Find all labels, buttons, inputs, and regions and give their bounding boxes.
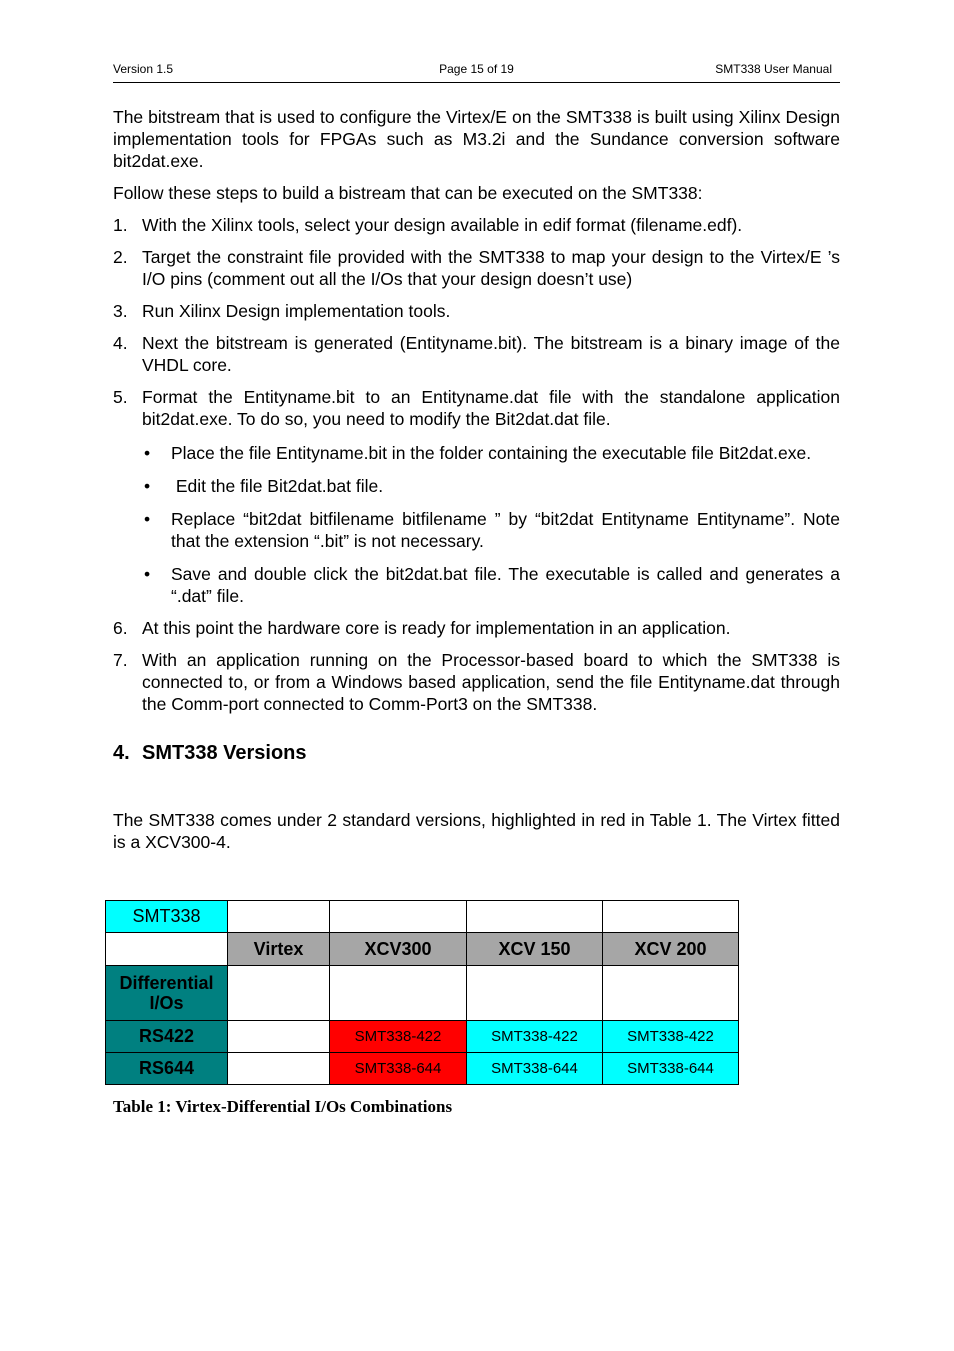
versions-paragraph: The SMT338 comes under 2 standard versions, highlighted in red in Table 1. The Virtex fitted is a XCV300-4. [113,810,840,852]
step-item: 6. At this point the hardware core is ready for implementation in an application. [113,618,731,638]
sub-bullet-list [142,442,840,607]
sub-bullet-item: • Edit the file Bit2dat.bat file. [144,476,384,496]
header-version: Version 1.5 [113,62,174,76]
step-item: 1. With the Xilinx tools, select your design available in edif format (filename.edf). [113,215,743,235]
sub-bullet-item: • Save and double click the bit2dat.bat file. The executable is called and generates a “.dat” file. [144,564,840,606]
row-label-cell: RS644 [106,1053,228,1085]
table-empty-cell [228,966,330,1021]
versions-table [105,900,739,1085]
table-empty-cell [106,933,228,966]
row-label-cell: RS422 [106,1021,228,1053]
table-empty-cell [228,1053,330,1085]
table-row [106,1053,739,1085]
table-empty-cell [603,901,739,933]
bullet-icon: • [144,564,151,584]
page-header [113,60,840,83]
intro-paragraph: The bitstream that is used to configure the Virtex/E on the SMT338 is built using Xilinx Design implementation tools for FPGAs such as M3.2i and the Sundance conversion software bit2dat.exe. [113,107,840,171]
bullet-icon: • [144,509,151,529]
version-cell: SMT338-422 [603,1021,739,1053]
header-page-number: Page 15 of 19 [439,62,514,76]
table-empty-cell [467,901,603,933]
version-cell: SMT338-644 [467,1053,603,1085]
header-title: SMT338 User Manual [715,62,832,76]
table-empty-cell [467,966,603,1021]
step-item: 5. Format the Entityname.bit to an Entityname.dat file with the standalone application bit2dat.exe. To do so, you need to modify the Bit2dat.dat file. • Place the file Entityname.bit in the folder containing the executable file Bit2dat.exe. • Edit the file Bit2dat.bat file. • Replace “bit2dat bitfilename bitfilename ” by “bit2dat Entityname Entityname”. Note that the extension “.bit” is not necessary. • Save and double click the bit2dat.bat file. The executable is called and generates a “.dat” file. [113,387,840,606]
steps-list [113,214,840,715]
section-heading: 4. SMT338 Versions [113,742,307,764]
bullet-icon: • [144,443,151,463]
table-empty-cell [228,901,330,933]
table-empty-cell [330,966,467,1021]
table-empty-cell [603,966,739,1021]
step-item: 2. Target the constraint file provided with the SMT338 to map your design to the Virtex/E ’s I/O pins (comment out all the I/Os that your design doesn’t use) [113,247,840,289]
sub-bullet-item: • Replace “bit2dat bitfilename bitfilename ” by “bit2dat Entityname Entityname”. Note that the extension “.bit” is not necessary. [144,509,840,551]
table-row [106,1021,739,1053]
bullet-icon: • [144,476,151,496]
table-empty-cell [228,1021,330,1053]
step-item: 4. Next the bitstream is generated (Entityname.bit). The bitstream is a binary image of the VHDL core. [113,333,840,375]
column-header-cell: XCV 200 [603,933,739,966]
steps-intro: Follow these steps to build a bistream that can be executed on the SMT338: [113,183,703,203]
table-empty-cell [330,901,467,933]
differential-ios-cell: Differential I/Os [106,966,228,1021]
column-header-cell: XCV 150 [467,933,603,966]
virtex-header-cell: Virtex [228,933,330,966]
page-content [113,106,840,863]
version-cell-highlighted: SMT338-422 [330,1021,467,1053]
version-cell: SMT338-644 [603,1053,739,1085]
table-corner-cell: SMT338 [106,901,228,933]
step-item: 7. With an application running on the Processor-based board to which the SMT338 is connected to, or from a Windows based application, send the file Entityname.dat through the Comm-port connected to Comm-Port3 on the SMT338. [113,650,840,714]
version-cell-highlighted: SMT338-644 [330,1053,467,1085]
step-item: 3. Run Xilinx Design implementation tools. [113,301,451,321]
sub-bullet-item: • Place the file Entityname.bit in the folder containing the executable file Bit2dat.exe. [144,443,812,463]
version-cell: SMT338-422 [467,1021,603,1053]
table-caption: Table 1: Virtex-Differential I/Os Combinations [113,1097,453,1116]
column-header-cell: XCV300 [330,933,467,966]
